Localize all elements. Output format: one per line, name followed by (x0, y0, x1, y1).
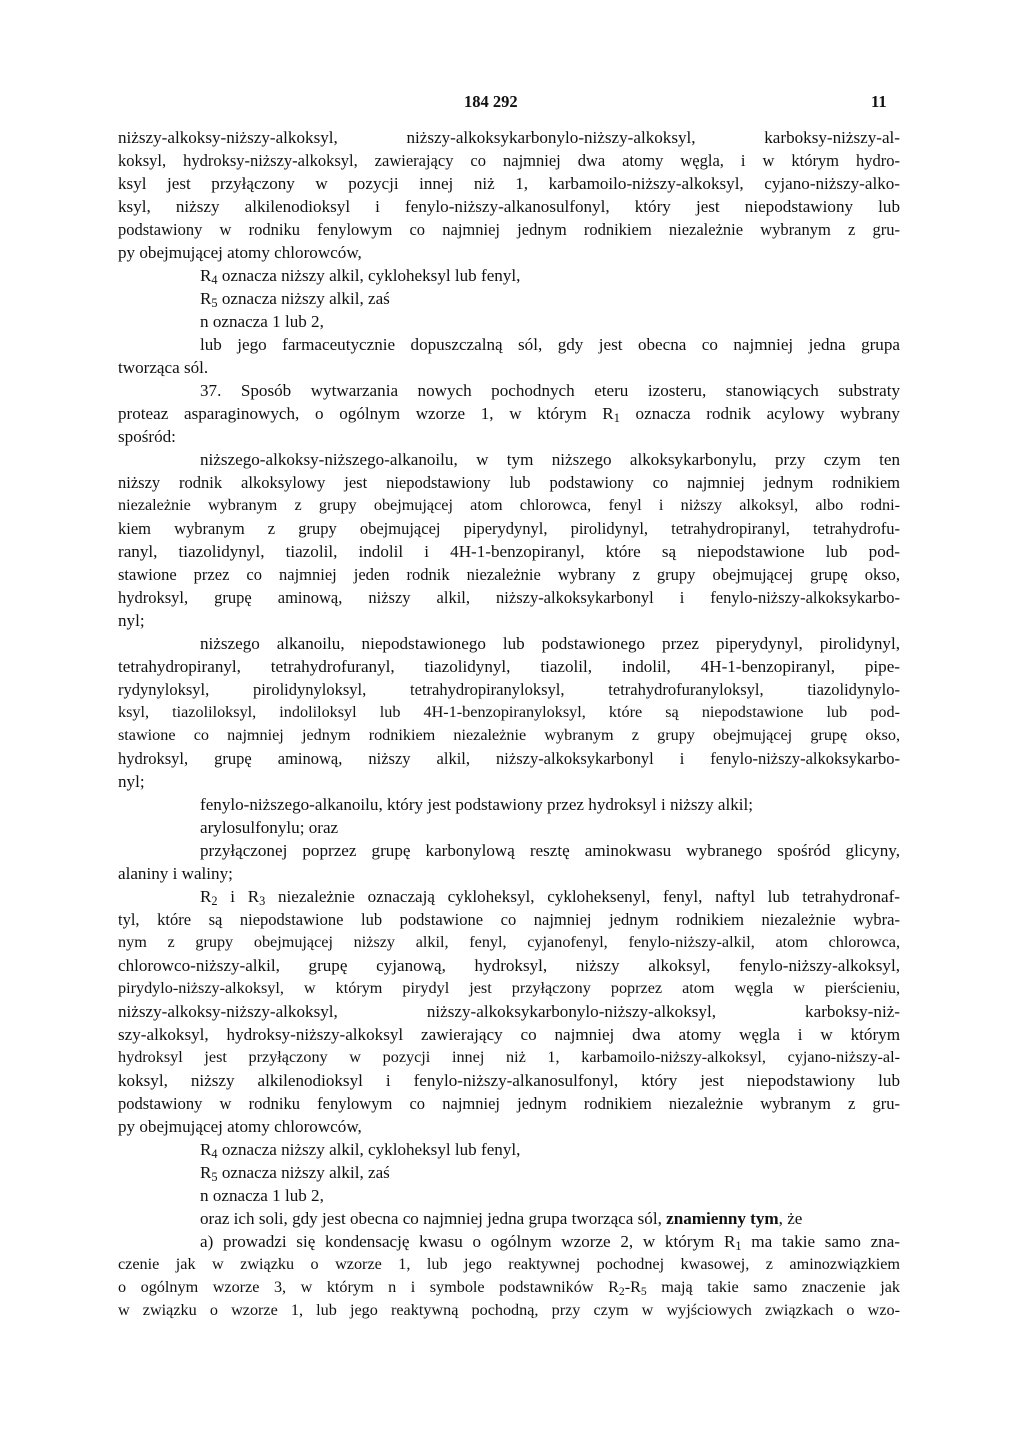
text-line: $R_5$ oznacza niższy alkil, zaś (200, 1163, 390, 1185)
text-line: ksyl, tiazoliloksyl, indoliloksyl lub 4H-1-benzopiranyloksyl, które są niepodstawione lub pod- (118, 703, 900, 721)
text-line: rydynyloksyl, pirolidynyloksyl, tetrahydropiranyloksyl, tetrahydrofuranyloksyl, tiazolidynylo- (118, 680, 900, 699)
text-line: lub jego farmaceutycznie dopuszczalną sól, gdy jest obecna co najmniej jedna grupa (200, 335, 900, 354)
text-line: chlorowco-niższy-alkil, grupę cyjanową, hydroksyl, niższy alkoksyl, fenylo-niższy-alkoksyl, (118, 956, 900, 975)
text-line: hydroksyl, grupę aminową, niższy alkil, niższy-alkoksykarbonyl i fenylo-niższy-alkoksykarbo- (118, 588, 900, 607)
text-line: niezależnie wybranym z grupy obejmującej atom chlorowca, fenyl i niższy alkoksyl, albo rodni- (118, 496, 900, 514)
text-line: pirydylo-niższy-alkoksyl, w którym pirydyl jest przyłączony poprzez atom węgla w pierścieniu, (118, 979, 900, 997)
text-line: alaniny i waliny; (118, 864, 233, 883)
text-line: nym z grupy obejmującej niższy alkil, fenyl, cyjanofenyl, fenylo-niższy-alkil, atom chlorowca, (118, 933, 900, 951)
text-line: koksyl, hydroksy-niższy-alkoksyl, zawierający co najmniej dwa atomy węgla, i w którym hydro- (118, 151, 900, 170)
text-line: $R_2$ i $R_3$ niezależnie oznaczają cykloheksyl, cykloheksenyl, fenyl, naftyl lub tetrahydronaf- (200, 887, 900, 909)
text-line: stawione przez co najmniej jeden rodnik niezależnie wybrany z grupy obejmującej grupę okso, (118, 565, 900, 584)
text-line: podstawiony w rodniku fenylowym co najmniej jednym rodnikiem niezależnie wybranym z gru- (118, 1094, 900, 1113)
text-line: czenie jak w związku o wzorze 1, lub jego reaktywnej pochodnej kwasowej, z aminozwiązkiem (118, 1255, 900, 1273)
text-line: koksyl, niższy alkilenodioksyl i fenylo-niższy-alkanosulfonyl, który jest niepodstawiony lub (118, 1071, 900, 1090)
text-line: podstawiony w rodniku fenylowym co najmniej jednym rodnikiem niezależnie wybranym z gru- (118, 220, 900, 239)
text-line: spośród: (118, 427, 176, 446)
text-line: proteaz asparaginowych, o ogólnym wzorze 1, w którym $R_1$ oznacza rodnik acylowy wybrany (118, 404, 900, 426)
text-line: $R_5$ oznacza niższy alkil, zaś (200, 289, 390, 311)
text-line: o ogólnym wzorze 3, w którym n i symbole podstawników $R_2-R_5$ mają takie samo znaczenie jak (118, 1278, 900, 1298)
text-line: 37. Sposób wytwarzania nowych pochodnych eteru izosteru, stanowiących substraty (200, 381, 900, 400)
text-line: nyl; (118, 611, 145, 630)
text-line: niższy-alkoksy-niższy-alkoksyl, niższy-alkoksykarbonylo-niższy-alkoksyl, karboksy-niż- (118, 1002, 900, 1021)
text-line: szy-alkoksyl, hydroksy-niższy-alkoksyl zawierający co najmniej dwa atomy węgla i w którym (118, 1025, 900, 1044)
text-line: niższy-alkoksy-niższy-alkoksyl, niższy-alkoksykarbonylo-niższy-alkoksyl, karboksy-niższy-al- (118, 128, 900, 147)
text-line: oraz ich soli, gdy jest obecna co najmniej jedna grupa tworząca sól, znamienny tym, że (200, 1209, 803, 1228)
text-line: ksyl, niższy alkilenodioksyl i fenylo-niższy-alkanosulfonyl, który jest niepodstawiony lub (118, 197, 900, 216)
text-line: $R_4$ oznacza niższy alkil, cykloheksyl lub fenyl, (200, 266, 521, 288)
text-line: niższy rodnik alkoksylowy jest niepodstawiony lub podstawiony co najmniej jednym rodnikiem (118, 473, 900, 492)
text-line: niższego-alkoksy-niższego-alkanoilu, w tym niższego alkoksykarbonylu, przy czym ten (200, 450, 900, 469)
text-line: a) prowadzi się kondensację kwasu o ogólnym wzorze 2, w którym $R_1$ ma takie samo zna- (200, 1232, 900, 1254)
text-line: n oznacza 1 lub 2, (200, 312, 324, 331)
text-line: $R_4$ oznacza niższy alkil, cykloheksyl lub fenyl, (200, 1140, 521, 1162)
text-line: przyłączonej poprzez grupę karbonylową resztę aminokwasu wybranego spośród glicyny, (200, 841, 900, 860)
text-line: py obejmującej atomy chlorowców, (118, 243, 362, 262)
text-line: py obejmującej atomy chlorowców, (118, 1117, 362, 1136)
text-line: n oznacza 1 lub 2, (200, 1186, 324, 1205)
document-body (118, 126, 900, 1322)
text-line: hydroksyl jest przyłączony w pozycji innej niż 1, karbamoilo-niższy-alkoksyl, cyjano-niższy-al- (118, 1048, 900, 1066)
text-line: w związku o wzorze 1, lub jego reaktywną pochodną, przy czym w wyjściowych związkach o wzo- (118, 1301, 900, 1319)
page-header (0, 92, 1024, 116)
text-line: tetrahydropiranyl, tetrahydrofuranyl, tiazolidynyl, tiazolil, indolil, 4H-1-benzopiranyl, pipe- (118, 657, 900, 676)
text-line: tyl, które są niepodstawione lub podstawione co najmniej jednym rodnikiem niezależnie wybra- (118, 910, 900, 929)
text-line: ksyl jest przyłączony w pozycji innej niż 1, karbamoilo-niższy-alkoksyl, cyjano-niższy-alko- (118, 174, 900, 193)
text-line: fenylo-niższego-alkanoilu, który jest podstawiony przez hydroksyl i niższy alkil; (200, 795, 754, 814)
text-line: niższego alkanoilu, niepodstawionego lub podstawionego przez piperydynyl, pirolidynyl, (200, 634, 900, 653)
text-line: arylosulfonylu; oraz (200, 818, 339, 837)
text-line: ranyl, tiazolidynyl, tiazolil, indolil i 4H-1-benzopiranyl, które są niepodstawione lub pod- (118, 542, 900, 561)
text-line: hydroksyl, grupę aminową, niższy alkil, niższy-alkoksykarbonyl i fenylo-niższy-alkoksykarbo- (118, 749, 900, 768)
text-line: nyl; (118, 772, 145, 791)
page-number: 11 (871, 92, 887, 111)
document-number: 184 292 (464, 92, 518, 111)
text-line: kiem wybranym z grupy obejmującej piperydynyl, pirolidynyl, tetrahydropiranyl, tetrahydrofu- (118, 519, 900, 538)
text-line: tworząca sól. (118, 358, 209, 377)
text-line: stawione co najmniej jednym rodnikiem niezależnie wybranym z grupy obejmującej grupę okso, (118, 726, 900, 744)
